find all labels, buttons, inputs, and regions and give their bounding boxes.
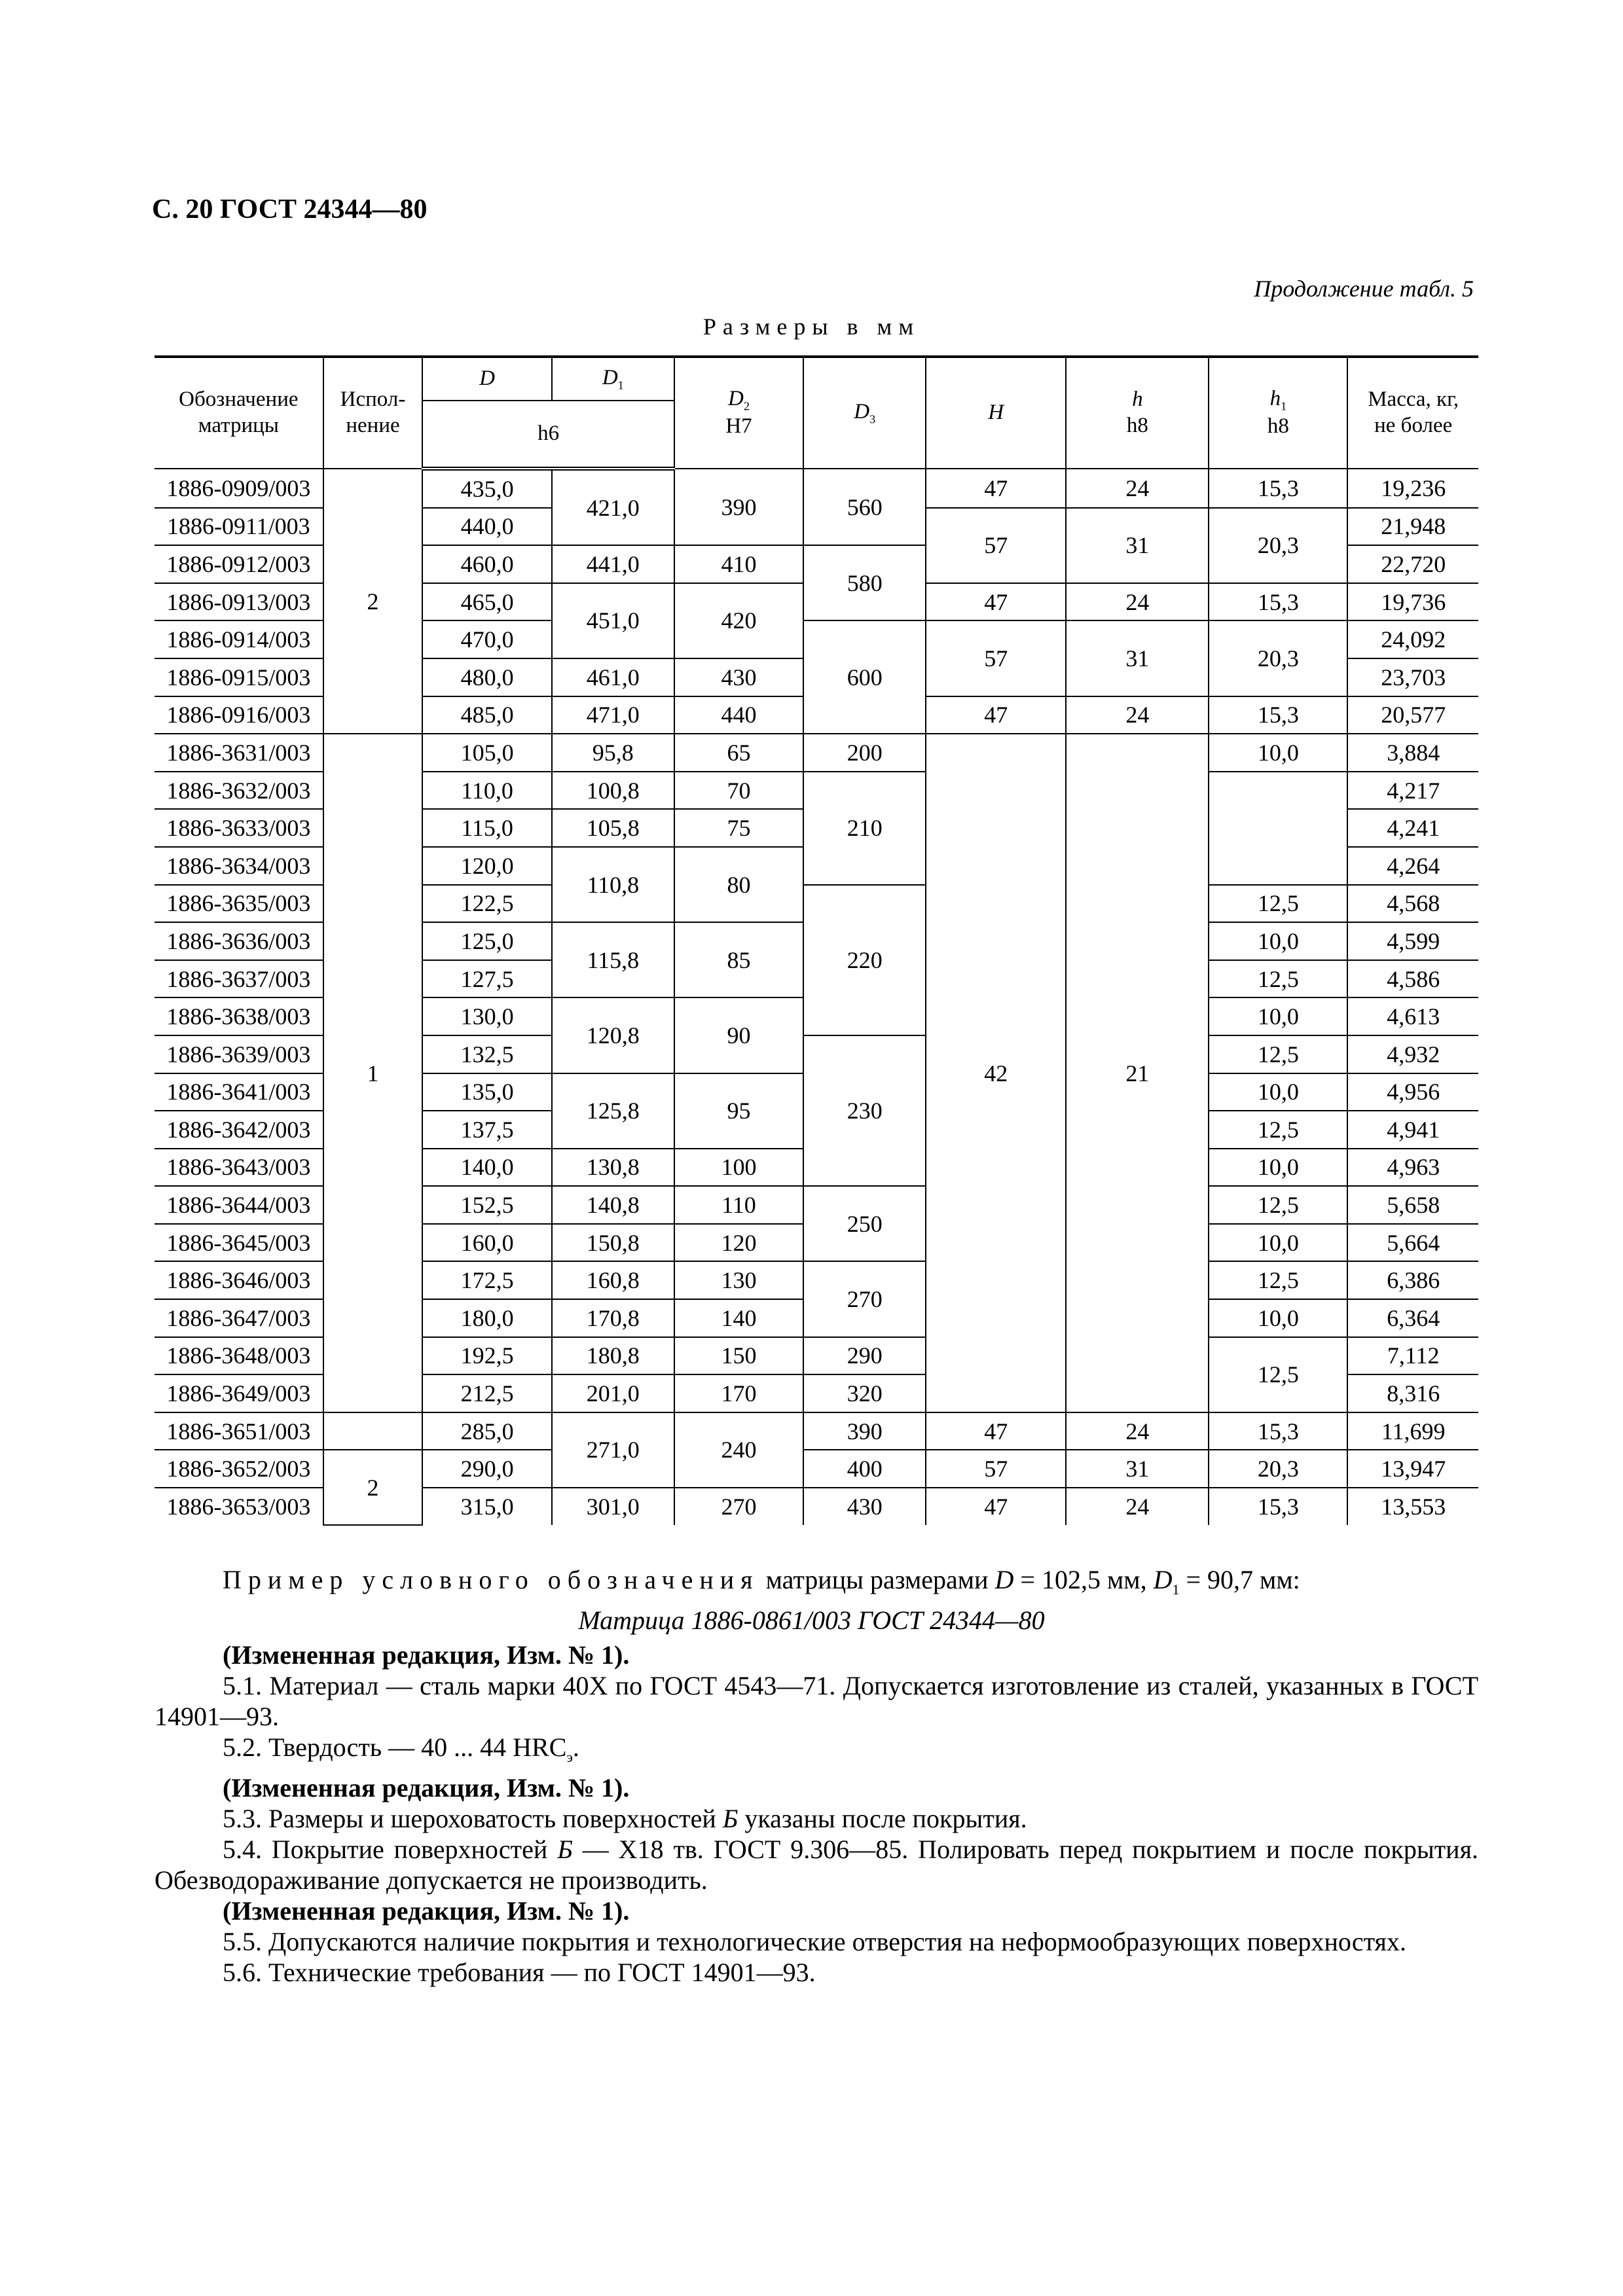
cell-D2: 430 bbox=[674, 658, 803, 696]
cell-D: 140,0 bbox=[422, 1149, 551, 1187]
cell-D: 440,0 bbox=[422, 508, 551, 546]
dimensions-table bbox=[155, 355, 1478, 1526]
cell-mass: 4,613 bbox=[1347, 997, 1478, 1035]
cell-mass: 4,586 bbox=[1347, 960, 1478, 998]
clause-5-3: 5.3. Размеры и шероховатость поверхностей Б указаны после покрытия. bbox=[223, 1804, 1027, 1833]
col-H: H bbox=[926, 357, 1066, 469]
cell-D: 135,0 bbox=[422, 1073, 551, 1111]
clause-5-2: 5.2. Твердость — 40 ... 44 $HRC_э$. bbox=[223, 1732, 579, 1765]
cell-h: 21 bbox=[1066, 734, 1209, 1412]
table-row bbox=[155, 469, 1478, 508]
cell-D1: 421,0 bbox=[552, 469, 674, 545]
cell-h1: 10,0 bbox=[1209, 922, 1347, 960]
cell-D: 290,0 bbox=[422, 1450, 551, 1488]
cell-mass: 22,720 bbox=[1347, 545, 1478, 583]
cell-D2: 120 bbox=[674, 1224, 803, 1262]
cell-mass: 5,658 bbox=[1347, 1186, 1478, 1224]
cell-D: 130,0 bbox=[422, 997, 551, 1035]
cell-D1: 441,0 bbox=[552, 545, 674, 583]
page-header: С. 20 ГОСТ 24344—80 bbox=[152, 194, 428, 224]
cell-D3: 430 bbox=[803, 1488, 926, 1525]
cell-D2: 75 bbox=[674, 809, 803, 847]
cell-mass: 4,264 bbox=[1347, 847, 1478, 885]
cell-h: 24 bbox=[1066, 696, 1209, 734]
cell-variant: 1 bbox=[323, 734, 423, 1412]
cell-mass: 4,599 bbox=[1347, 922, 1478, 960]
cell-D1: 120,8 bbox=[552, 997, 674, 1073]
cell-mass: 4,568 bbox=[1347, 885, 1478, 923]
table-row bbox=[155, 734, 1478, 772]
cell-h1: 10,0 bbox=[1209, 1073, 1347, 1111]
clause-5-5: 5.5. Допускаются наличие покрытия и технологические отверстия на неформообразующих поверхностях. bbox=[223, 1927, 1406, 1956]
cell-mass: 4,963 bbox=[1347, 1149, 1478, 1187]
cell-mass: 5,664 bbox=[1347, 1224, 1478, 1262]
cell-h1: 15,3 bbox=[1209, 1488, 1347, 1525]
cell-D2: 95 bbox=[674, 1073, 803, 1149]
cell-h1: 12,5 bbox=[1209, 1111, 1347, 1149]
cell-D3: 290 bbox=[803, 1337, 926, 1375]
cell-D1: 95,8 bbox=[552, 734, 674, 772]
col-variant: Испол- нение bbox=[323, 357, 423, 469]
designation-example: Пример условного обозначения матрицы размерами D = 102,5 мм, $D_1 = 90,7$ мм: bbox=[223, 1565, 1300, 1598]
cell-designation: 1886-3646/003 bbox=[155, 1261, 323, 1299]
cell-designation: 1886-3643/003 bbox=[155, 1149, 323, 1187]
cell-h1: 15,3 bbox=[1209, 1412, 1347, 1450]
cell-H: 47 bbox=[926, 1412, 1066, 1450]
cell-D1: 201,0 bbox=[552, 1374, 674, 1412]
cell-mass: 4,217 bbox=[1347, 772, 1478, 810]
cell-D1: 160,8 bbox=[552, 1261, 674, 1299]
cell-designation: 1886-3633/003 bbox=[155, 809, 323, 847]
cell-D1: 115,8 bbox=[552, 922, 674, 997]
cell-h1: 10,0 bbox=[1209, 1149, 1347, 1187]
cell-h1: 12,5 bbox=[1209, 1261, 1347, 1299]
cell-D2: 90 bbox=[674, 997, 803, 1073]
cell-mass: 19,736 bbox=[1347, 583, 1478, 621]
cell-mass: 4,241 bbox=[1347, 809, 1478, 847]
cell-D3: 250 bbox=[803, 1186, 926, 1261]
designation-example-value: Матрица 1886-0861/003 ГОСТ 24344—80 bbox=[578, 1605, 1045, 1635]
cell-designation: 1886-3652/003 bbox=[155, 1450, 323, 1488]
cell-D2: 100 bbox=[674, 1149, 803, 1187]
cell-designation: 1886-0911/003 bbox=[155, 508, 323, 546]
cell-D2: 150 bbox=[674, 1337, 803, 1375]
cell-designation: 1886-3635/003 bbox=[155, 885, 323, 923]
cell-designation: 1886-3639/003 bbox=[155, 1035, 323, 1073]
cell-h1: 15,3 bbox=[1209, 583, 1347, 621]
cell-mass: 13,553 bbox=[1347, 1488, 1478, 1525]
cell-mass: 8,316 bbox=[1347, 1374, 1478, 1412]
cell-D1: 110,8 bbox=[552, 847, 674, 922]
col-h1: $h_1$ h8 bbox=[1209, 357, 1347, 469]
cell-D: 480,0 bbox=[422, 658, 551, 696]
cell-D1: 100,8 bbox=[552, 772, 674, 810]
cell-D2: 270 bbox=[674, 1488, 803, 1525]
cell-mass: 13,947 bbox=[1347, 1450, 1478, 1488]
cell-D2: 130 bbox=[674, 1261, 803, 1299]
cell-D2: 240 bbox=[674, 1412, 803, 1488]
cell-h1: 10,0 bbox=[1209, 734, 1347, 772]
cell-D1: 451,0 bbox=[552, 583, 674, 658]
cell-D: 192,5 bbox=[422, 1337, 551, 1375]
col-D: D bbox=[422, 357, 551, 401]
table-row bbox=[155, 1450, 1478, 1488]
cell-D3: 320 bbox=[803, 1374, 926, 1412]
cell-h: 31 bbox=[1066, 620, 1209, 696]
cell-mass: 19,236 bbox=[1347, 469, 1478, 508]
cell-h1: 15,3 bbox=[1209, 696, 1347, 734]
cell-D: 465,0 bbox=[422, 583, 551, 621]
cell-H: 57 bbox=[926, 508, 1066, 583]
cell-mass: 6,386 bbox=[1347, 1261, 1478, 1299]
cell-mass: 21,948 bbox=[1347, 508, 1478, 546]
cell-D2: 170 bbox=[674, 1374, 803, 1412]
cell-D1: 170,8 bbox=[552, 1299, 674, 1337]
cell-H: 57 bbox=[926, 620, 1066, 696]
cell-D: 115,0 bbox=[422, 809, 551, 847]
cell-D1: 150,8 bbox=[552, 1224, 674, 1262]
cell-H: 57 bbox=[926, 1450, 1066, 1488]
cell-H: 47 bbox=[926, 696, 1066, 734]
cell-D3: 600 bbox=[803, 620, 926, 734]
cell-D1: 301,0 bbox=[552, 1488, 674, 1525]
cell-D: 435,0 bbox=[422, 469, 551, 508]
cell-h: 24 bbox=[1066, 583, 1209, 621]
cell-designation: 1886-3653/003 bbox=[155, 1488, 323, 1525]
cell-D3: 220 bbox=[803, 885, 926, 1035]
cell-D: 285,0 bbox=[422, 1412, 551, 1450]
cell-h1: 20,3 bbox=[1209, 620, 1347, 696]
cell-D: 122,5 bbox=[422, 885, 551, 923]
cell-D1: 105,8 bbox=[552, 809, 674, 847]
cell-h1 bbox=[1209, 772, 1347, 885]
cell-D3: 270 bbox=[803, 1261, 926, 1336]
col-D1: $D_1$ bbox=[552, 357, 674, 401]
cell-D3: 200 bbox=[803, 734, 926, 772]
cell-h: 31 bbox=[1066, 1450, 1209, 1488]
cell-D1: 140,8 bbox=[552, 1186, 674, 1224]
cell-designation: 1886-3645/003 bbox=[155, 1224, 323, 1262]
cell-h1: 10,0 bbox=[1209, 1224, 1347, 1262]
cell-D: 172,5 bbox=[422, 1261, 551, 1299]
cell-D: 152,5 bbox=[422, 1186, 551, 1224]
cell-D: 485,0 bbox=[422, 696, 551, 734]
cell-D2: 140 bbox=[674, 1299, 803, 1337]
cell-h1: 10,0 bbox=[1209, 997, 1347, 1035]
cell-designation: 1886-3637/003 bbox=[155, 960, 323, 998]
cell-h1: 12,5 bbox=[1209, 1186, 1347, 1224]
cell-designation: 1886-0914/003 bbox=[155, 620, 323, 658]
cell-designation: 1886-0916/003 bbox=[155, 696, 323, 734]
cell-D2: 410 bbox=[674, 545, 803, 583]
cell-designation: 1886-0909/003 bbox=[155, 469, 323, 508]
cell-H: 47 bbox=[926, 469, 1066, 508]
cell-D1: 125,8 bbox=[552, 1073, 674, 1149]
table-continuation-label: Продолжение табл. 5 bbox=[1254, 276, 1474, 302]
cell-mass: 4,941 bbox=[1347, 1111, 1478, 1149]
cell-h1: 10,0 bbox=[1209, 1299, 1347, 1337]
cell-designation: 1886-3648/003 bbox=[155, 1337, 323, 1375]
col-mass: Масса, кг, не более bbox=[1347, 357, 1478, 469]
cell-H: 47 bbox=[926, 583, 1066, 621]
col-D2: $D_2$ H7 bbox=[674, 357, 803, 469]
cell-D3: 390 bbox=[803, 1412, 926, 1450]
cell-D: 132,5 bbox=[422, 1035, 551, 1073]
cell-designation: 1886-3651/003 bbox=[155, 1412, 323, 1450]
cell-D3: 580 bbox=[803, 545, 926, 620]
cell-H: 47 bbox=[926, 1488, 1066, 1525]
cell-D: 127,5 bbox=[422, 960, 551, 998]
cell-D2: 110 bbox=[674, 1186, 803, 1224]
cell-mass: 4,956 bbox=[1347, 1073, 1478, 1111]
cell-designation: 1886-3642/003 bbox=[155, 1111, 323, 1149]
cell-designation: 1886-0915/003 bbox=[155, 658, 323, 696]
amendment-note: (Измененная редакция, Изм. № 1). bbox=[223, 1640, 630, 1670]
cell-h1: 20,3 bbox=[1209, 508, 1347, 583]
cell-D: 460,0 bbox=[422, 545, 551, 583]
clause-5-1: 5.1. Материал — сталь марки 40Х по ГОСТ 4543—71. Допускается изготовление из сталей, указанных в ГОСТ 14901—93. bbox=[155, 1671, 1478, 1731]
col-h6-tolerance: h6 bbox=[422, 401, 674, 469]
cell-D3: 230 bbox=[803, 1035, 926, 1186]
requirements-text bbox=[155, 1640, 1478, 1988]
cell-mass: 20,577 bbox=[1347, 696, 1478, 734]
cell-mass: 24,092 bbox=[1347, 620, 1478, 658]
clause-5-6: 5.6. Технические требования — по ГОСТ 14901—93. bbox=[223, 1958, 816, 1987]
cell-h: 31 bbox=[1066, 508, 1209, 583]
cell-designation: 1886-0912/003 bbox=[155, 545, 323, 583]
units-caption: Размеры в мм bbox=[702, 314, 921, 340]
cell-h: 24 bbox=[1066, 1488, 1209, 1525]
cell-h1: 12,5 bbox=[1209, 1035, 1347, 1073]
cell-designation: 1886-0913/003 bbox=[155, 583, 323, 621]
cell-mass: 23,703 bbox=[1347, 658, 1478, 696]
cell-D: 110,0 bbox=[422, 772, 551, 810]
cell-D: 120,0 bbox=[422, 847, 551, 885]
cell-h1: 12,5 bbox=[1209, 885, 1347, 923]
cell-D2: 440 bbox=[674, 696, 803, 734]
cell-D: 212,5 bbox=[422, 1374, 551, 1412]
cell-designation: 1886-3644/003 bbox=[155, 1186, 323, 1224]
cell-h1: 15,3 bbox=[1209, 469, 1347, 508]
cell-D: 180,0 bbox=[422, 1299, 551, 1337]
cell-variant: 2 bbox=[323, 469, 423, 734]
cell-D: 315,0 bbox=[422, 1488, 551, 1525]
cell-D2: 80 bbox=[674, 847, 803, 922]
cell-h1: 20,3 bbox=[1209, 1450, 1347, 1488]
cell-designation: 1886-3631/003 bbox=[155, 734, 323, 772]
cell-D3: 210 bbox=[803, 772, 926, 885]
cell-mass: 3,884 bbox=[1347, 734, 1478, 772]
col-designation: Обозначение матрицы bbox=[155, 357, 323, 469]
cell-D2: 85 bbox=[674, 922, 803, 997]
cell-designation: 1886-3649/003 bbox=[155, 1374, 323, 1412]
cell-D: 137,5 bbox=[422, 1111, 551, 1149]
amendment-note: (Измененная редакция, Изм. № 1). bbox=[223, 1896, 630, 1926]
cell-D: 125,0 bbox=[422, 922, 551, 960]
cell-D3: 400 bbox=[803, 1450, 926, 1488]
cell-mass: 11,699 bbox=[1347, 1412, 1478, 1450]
cell-D1: 471,0 bbox=[552, 696, 674, 734]
cell-D3: 560 bbox=[803, 469, 926, 545]
cell-D1: 130,8 bbox=[552, 1149, 674, 1187]
cell-D1: 271,0 bbox=[552, 1412, 674, 1488]
cell-H: 42 bbox=[926, 734, 1066, 1412]
cell-D: 105,0 bbox=[422, 734, 551, 772]
cell-D1: 461,0 bbox=[552, 658, 674, 696]
cell-designation: 1886-3634/003 bbox=[155, 847, 323, 885]
cell-D: 470,0 bbox=[422, 620, 551, 658]
cell-variant bbox=[323, 1412, 423, 1450]
cell-designation: 1886-3638/003 bbox=[155, 997, 323, 1035]
cell-D2: 420 bbox=[674, 583, 803, 658]
cell-D2: 70 bbox=[674, 772, 803, 810]
cell-D: 160,0 bbox=[422, 1224, 551, 1262]
cell-h: 24 bbox=[1066, 469, 1209, 508]
cell-h: 24 bbox=[1066, 1412, 1209, 1450]
cell-mass: 4,932 bbox=[1347, 1035, 1478, 1073]
clause-5-4: 5.4. Покрытие поверхностей Б — Х18 тв. ГОСТ 9.306—85. Полировать перед покрытием и после покрытия. Обезводораживание допускается не производить. bbox=[155, 1835, 1478, 1895]
cell-h1: 12,5 bbox=[1209, 1337, 1347, 1412]
cell-D2: 65 bbox=[674, 734, 803, 772]
col-h: h h8 bbox=[1066, 357, 1209, 469]
amendment-note: (Измененная редакция, Изм. № 1). bbox=[223, 1773, 630, 1803]
cell-variant: 2 bbox=[323, 1450, 423, 1524]
cell-designation: 1886-3636/003 bbox=[155, 922, 323, 960]
cell-designation: 1886-3632/003 bbox=[155, 772, 323, 810]
col-D3: $D_3$ bbox=[803, 357, 926, 469]
cell-mass: 6,364 bbox=[1347, 1299, 1478, 1337]
table-row bbox=[155, 1412, 1478, 1450]
cell-mass: 7,112 bbox=[1347, 1337, 1478, 1375]
cell-D1: 180,8 bbox=[552, 1337, 674, 1375]
cell-h1: 12,5 bbox=[1209, 960, 1347, 998]
cell-designation: 1886-3647/003 bbox=[155, 1299, 323, 1337]
cell-D2: 390 bbox=[674, 469, 803, 545]
cell-designation: 1886-3641/003 bbox=[155, 1073, 323, 1111]
